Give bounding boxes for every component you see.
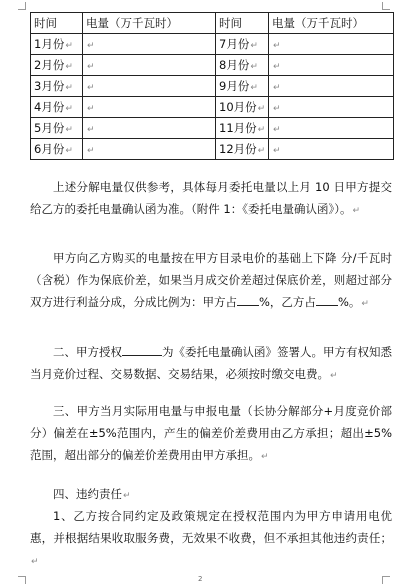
table-header-cell: 电量（万千瓦时） bbox=[269, 13, 394, 34]
table-row bbox=[31, 118, 394, 139]
month-cell[interactable]: 3月份↵ bbox=[31, 76, 83, 97]
crop-mark-top-left bbox=[18, 2, 26, 10]
table-row bbox=[31, 76, 394, 97]
month-cell[interactable]: 8月份↵ bbox=[216, 55, 269, 76]
electricity-cell[interactable]: ↵ bbox=[269, 34, 394, 55]
table-row bbox=[31, 34, 394, 55]
month-cell[interactable]: 2月份↵ bbox=[31, 55, 83, 76]
electricity-cell[interactable]: ↵ bbox=[83, 76, 216, 97]
electricity-cell[interactable]: ↵ bbox=[83, 34, 216, 55]
table-header-cell: 时间 bbox=[31, 13, 83, 34]
electricity-cell[interactable]: ↵ bbox=[83, 139, 216, 160]
paragraph-deviation: 三、甲方当月实际用电量与申报电量（长协分解部分+月度竞价部分）偏差在±5%范围内，产生的偏差价差费用由乙方承担；超出±5%范围，超出部分的偏差价差费用由甲方承担。↵ bbox=[30, 404, 392, 462]
electricity-cell[interactable]: ↵ bbox=[269, 76, 394, 97]
month-cell[interactable]: 1月份↵ bbox=[31, 34, 83, 55]
crop-mark-bottom-left bbox=[18, 576, 26, 584]
electricity-cell[interactable]: ↵ bbox=[83, 97, 216, 118]
electricity-cell[interactable]: ↵ bbox=[269, 97, 394, 118]
month-cell[interactable]: 9月份↵ bbox=[216, 76, 269, 97]
month-cell[interactable]: 7月份↵ bbox=[216, 34, 269, 55]
month-cell[interactable]: 4月份↵ bbox=[31, 97, 83, 118]
table-row bbox=[31, 97, 394, 118]
electricity-cell[interactable]: ↵ bbox=[269, 118, 394, 139]
electricity-cell[interactable]: ↵ bbox=[269, 55, 394, 76]
page-number: 2 bbox=[198, 575, 203, 583]
crop-mark-bottom-right bbox=[382, 576, 390, 584]
table-header-row bbox=[31, 13, 394, 34]
blank-fill-party-a-share[interactable] bbox=[237, 293, 259, 306]
section-heading-breach: 四、违约责任↵ bbox=[53, 487, 131, 501]
blank-fill-party-b-share[interactable] bbox=[316, 293, 338, 306]
paragraph-authorization: 二、甲方授权 为《委托电量确认函》签署人。甲方有权知悉当月竞价过程、交易数据、交易结果，必须按时缴交电费。↵ bbox=[30, 345, 392, 381]
month-cell[interactable]: 11月份↵ bbox=[216, 118, 269, 139]
month-cell[interactable]: 12月份↵ bbox=[216, 139, 269, 160]
monthly-electricity-table bbox=[30, 12, 394, 160]
table-row bbox=[31, 55, 394, 76]
paragraph-price-difference: 甲方向乙方购买的电量按在甲方目录电价的基础上下降 分/千瓦时（含税）作为保底价差，如果当月成交价差超过保底价差，则超过部分双方进行利益分成，分成比例为：甲方占 %，乙方占 %。↵ bbox=[30, 251, 392, 309]
blank-fill-authorized-signer[interactable] bbox=[122, 343, 162, 356]
electricity-cell[interactable]: ↵ bbox=[83, 118, 216, 139]
month-cell[interactable]: 5月份↵ bbox=[31, 118, 83, 139]
table-header-cell: 时间 bbox=[216, 13, 269, 34]
electricity-cell[interactable]: ↵ bbox=[269, 139, 394, 160]
month-cell[interactable]: 6月份↵ bbox=[31, 139, 83, 160]
crop-mark-top-right bbox=[382, 2, 390, 10]
table-header-cell: 电量（万千瓦时） bbox=[83, 13, 216, 34]
table-row bbox=[31, 139, 394, 160]
month-cell[interactable]: 10月份↵ bbox=[216, 97, 269, 118]
paragraph-reference-note: 上述分解电量仅供参考，具体每月委托电量以上月 10 日甲方提交给乙方的委托电量确认函为准。（附件 1：《委托电量确认函》）。↵ bbox=[30, 180, 392, 216]
electricity-cell[interactable]: ↵ bbox=[83, 55, 216, 76]
paragraph-breach-item-1: 1、乙方按合同约定及政策规定在授权范围内为甲方申请用电优惠，并根据结果收取服务费，无效果不收费，但不承担其他违约责任；↵ bbox=[30, 509, 392, 567]
